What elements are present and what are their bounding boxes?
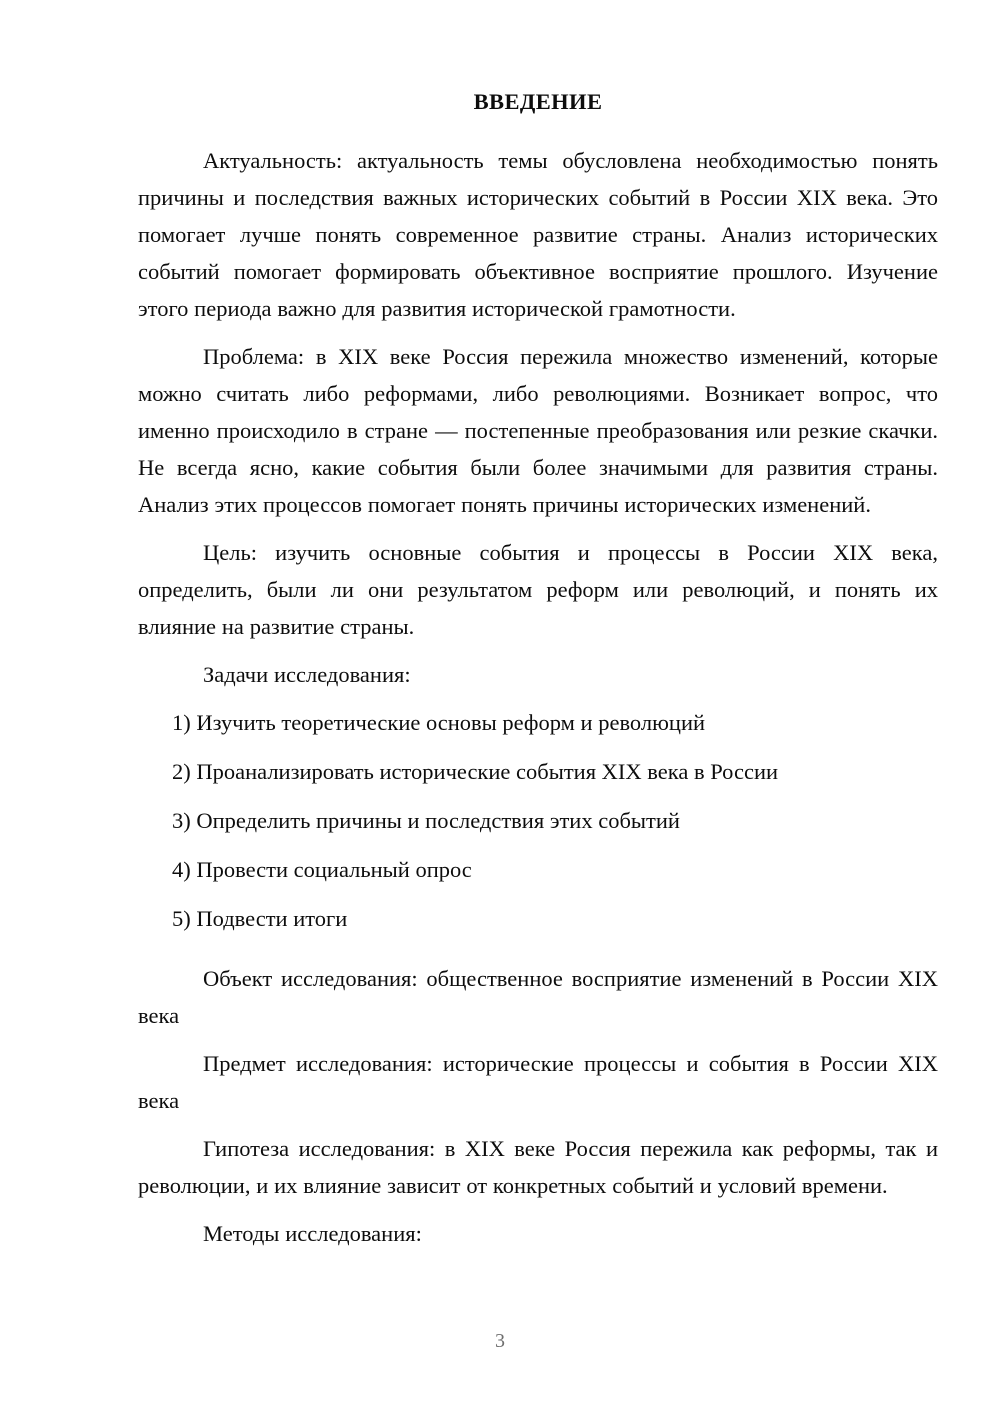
list-item: 1) Изучить теоретические основы реформ и революций (172, 710, 706, 736)
paragraph-subject: Предмет исследования: исторические процессы и события в России XIX века (138, 1051, 938, 1114)
tasks-list (138, 704, 938, 937)
paragraph-spacer (138, 1119, 938, 1130)
paragraph-object: Объект исследования: общественное восприятие изменений в России XIX века (138, 966, 938, 1029)
paragraph-spacer (138, 693, 938, 704)
list-item: 3) Определить причины и последствия этих событий (172, 808, 680, 834)
list-item: 5) Подвести итоги (172, 906, 348, 932)
paragraph-spacer (138, 327, 938, 338)
paragraph-relevance: Актуальность: актуальность темы обусловлена необходимостью понять причины и последствия важных исторических событий в России XIX века. Это помогает лучше понять современное развитие страны. Анализ исторических событий помогает формировать объективное восприятие прошлого. Изучение этого периода важно для развития исторической грамотности. (138, 148, 938, 322)
methods-label: Методы исследования: (203, 1221, 422, 1247)
paragraph-spacer (138, 949, 938, 960)
paragraph-spacer (138, 523, 938, 534)
paragraph-spacer (138, 645, 938, 656)
paragraph-hypothesis: Гипотеза исследования: в XIX веке Россия пережила как реформы, так и революции, и их влияние зависит от конкретных событий и условий времени. (138, 1136, 938, 1199)
paragraph-spacer (138, 1204, 938, 1215)
paragraph-problem: Проблема: в XIX веке Россия пережила множество изменений, которые можно считать либо реформами, либо революциями. Возникает вопрос, что именно происходило в стране — постепенные преобразования или резкие скачки. Не всегда ясно, какие события были более значимыми для развития страны. Анализ этих процессов помогает понять причины исторических изменений. (138, 344, 938, 518)
page-title: ВВЕДЕНИЕ (473, 89, 603, 114)
list-item: 4) Провести социальный опрос (172, 857, 472, 883)
paragraph-goal: Цель: изучить основные события и процессы в России XIX века, определить, были ли они результатом реформ или революций, и понять их влияние на развитие страны. (138, 540, 938, 640)
document-body (138, 88, 938, 1252)
list-item: 2) Проанализировать исторические события XIX века в России (172, 759, 779, 785)
page-number: 3 (495, 1330, 505, 1352)
paragraph-spacer (138, 1034, 938, 1045)
tasks-label: Задачи исследования: (203, 662, 411, 688)
